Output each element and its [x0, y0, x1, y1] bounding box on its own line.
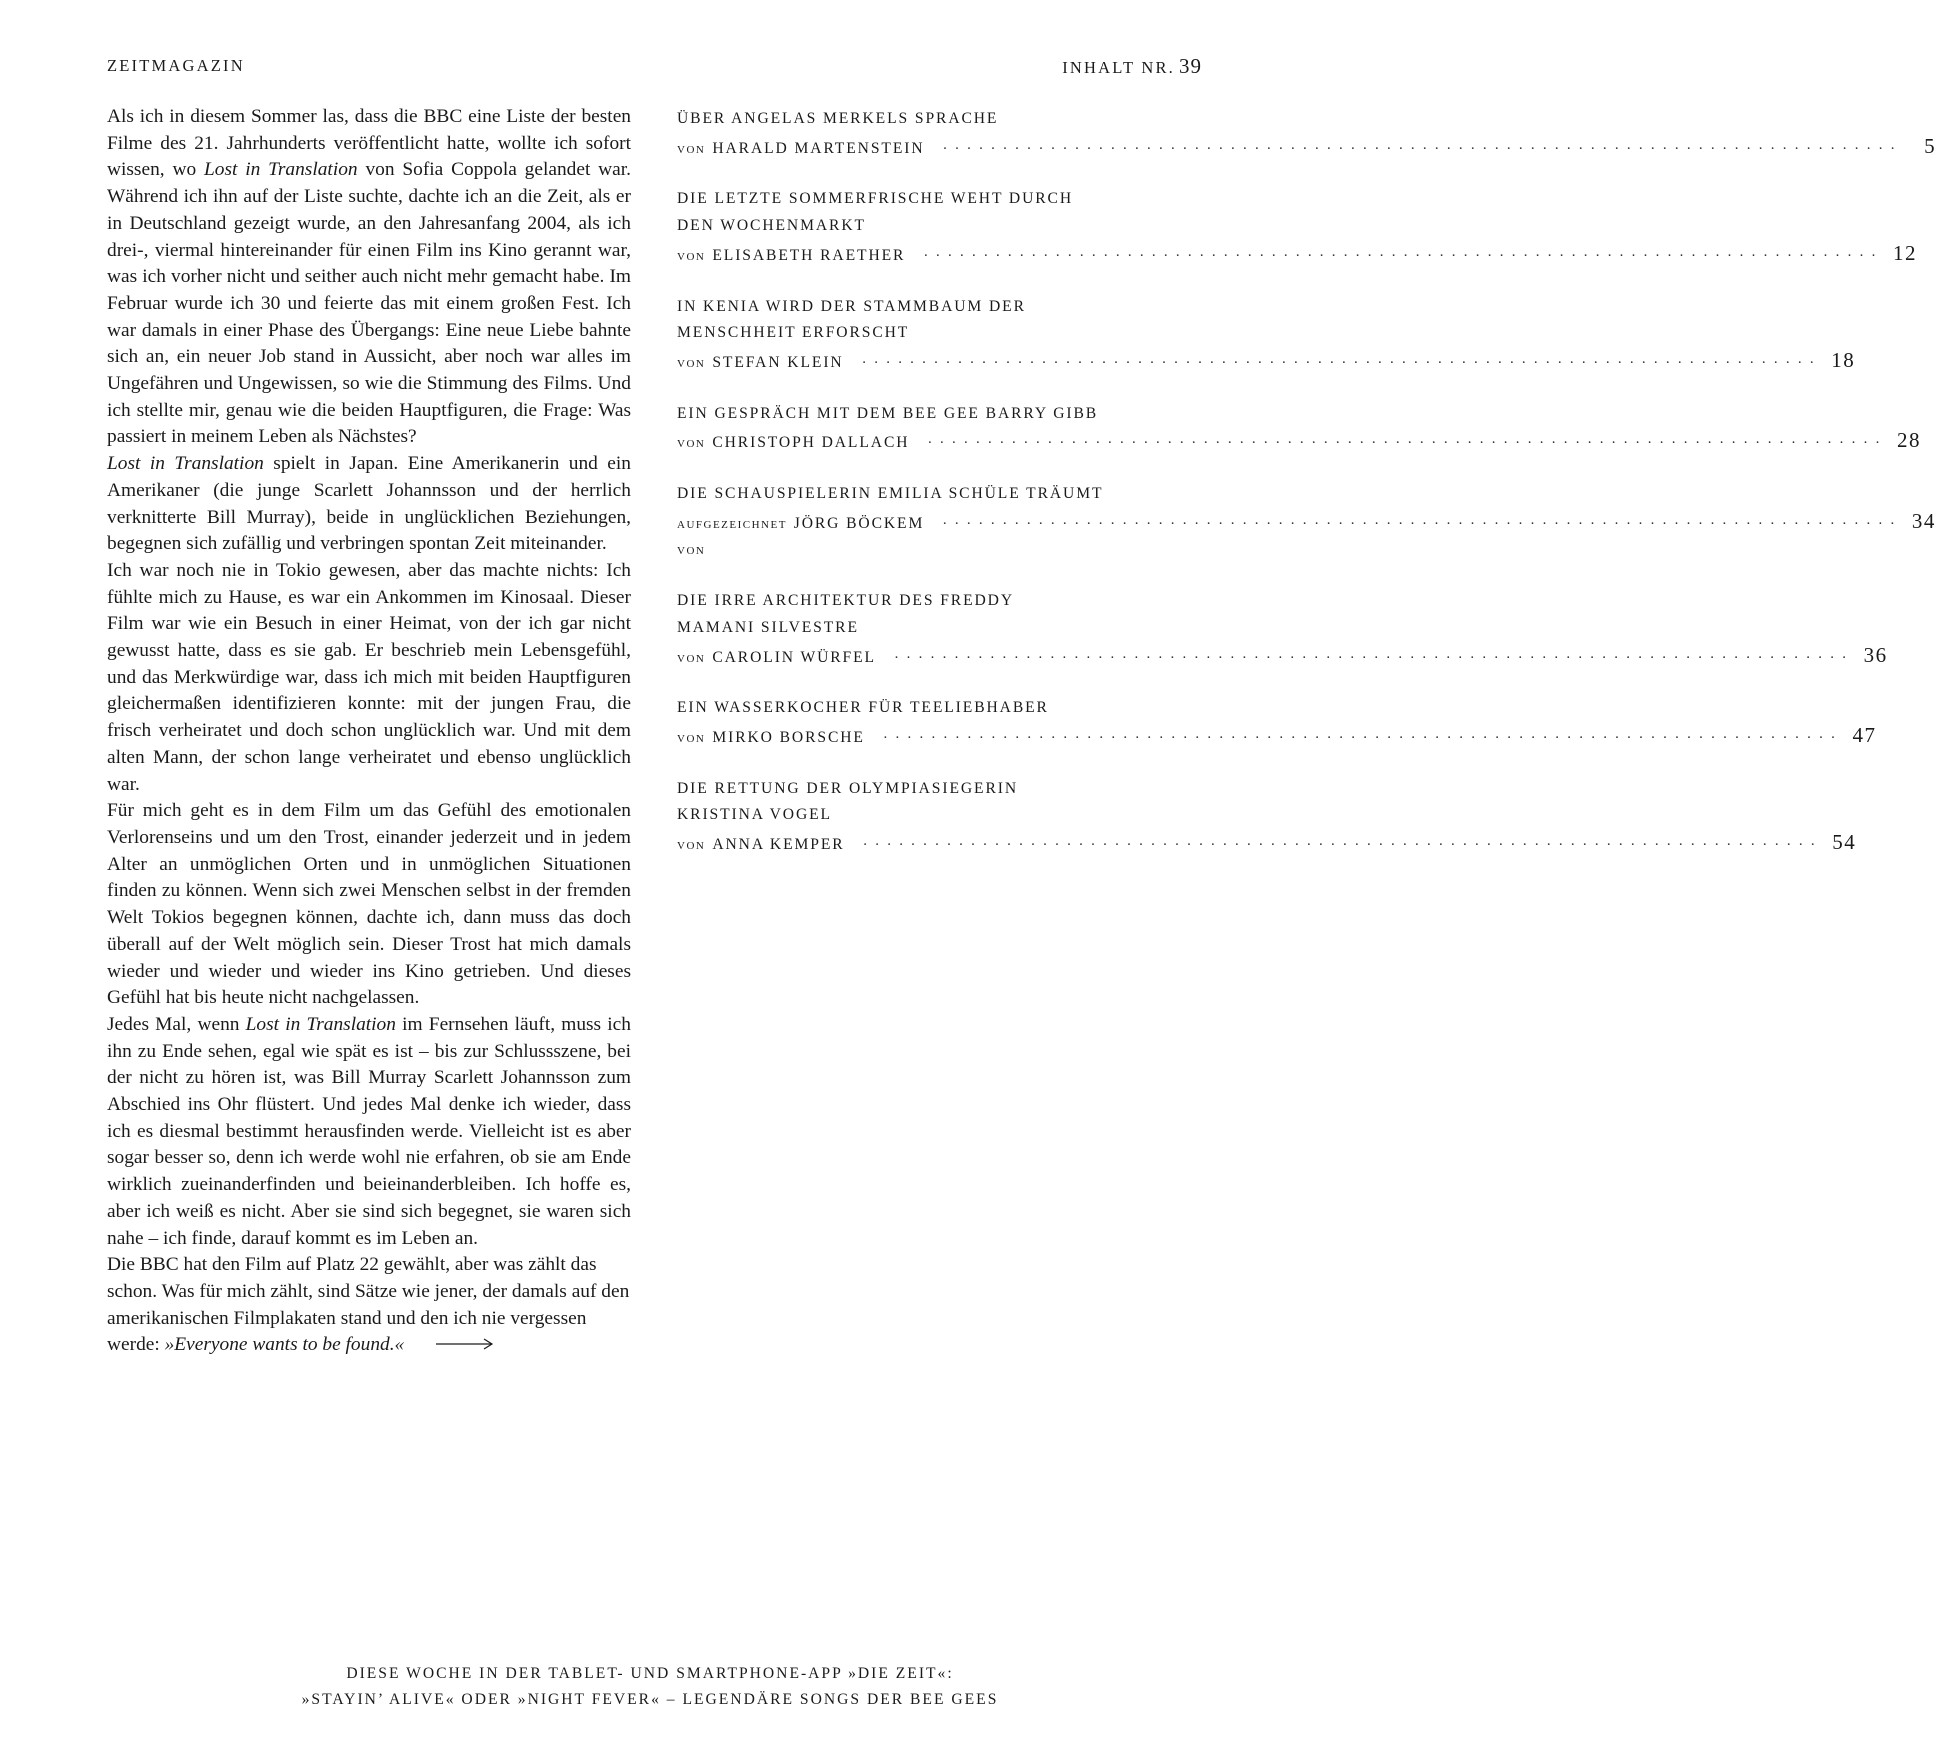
- toc-page-number: 34: [1911, 508, 1936, 533]
- dot-leader: ················································································: [882, 729, 1843, 746]
- toc-byline: [677, 508, 1936, 565]
- toc-title-line: DEN WOCHENMARKT: [677, 217, 866, 235]
- footer-line-1: DIESE WOCHE IN DER TABLET- UND SMARTPHONE-APP »DIE ZEIT«:: [346, 1665, 954, 1682]
- toc-title-line: MAMANI SILVESTRE: [677, 618, 859, 636]
- toc-title-line: IN KENIA WIRD DER STAMMBAUM DER: [677, 297, 1026, 315]
- byline-author: CAROLIN WÜRFEL: [712, 648, 876, 666]
- toc-title-line: EIN GESPRÄCH MIT DEM BEE GEE BARRY GIBB: [677, 404, 1099, 422]
- italic-text: Lost in Translation: [204, 159, 358, 181]
- byline-author: JÖRG BÖCKEM: [793, 514, 925, 532]
- toc-byline: [677, 829, 1857, 860]
- toc-title-line: DIE IRRE ARCHITEKTUR DES FREDDY: [677, 592, 1014, 610]
- toc-page-number: 5: [1924, 133, 1936, 158]
- issue-heading: [1062, 54, 1202, 79]
- app-promo-footer: [0, 1661, 1300, 1713]
- toc-title-line: DIE RETTUNG DER OLYMPIASIEGERIN: [677, 779, 1019, 797]
- byline-prefix: VON: [677, 438, 706, 451]
- toc-entry[interactable]: [677, 776, 1857, 860]
- article-paragraph: [107, 1012, 631, 1252]
- toc-entry[interactable]: [677, 401, 1922, 458]
- toc-page-number: 18: [1831, 347, 1856, 372]
- issue-label: INHALT NR.: [1062, 58, 1175, 77]
- continue-arrow-icon: [436, 1333, 494, 1360]
- article-paragraph: [107, 104, 631, 451]
- article-paragraph: [107, 558, 631, 798]
- toc-page-number: 36: [1863, 642, 1888, 667]
- dot-leader: ················································································: [942, 515, 1902, 532]
- toc-byline: [677, 240, 1917, 271]
- article-paragraph: [107, 798, 631, 1012]
- toc-title-line: DIE LETZTE SOMMERFRISCHE WEHT DURCH: [677, 190, 1073, 208]
- toc-byline: [677, 642, 1888, 673]
- toc-title-line: KRISTINA VOGEL: [677, 806, 832, 824]
- byline-prefix: VON: [677, 143, 706, 156]
- table-of-contents: [677, 106, 1936, 883]
- byline-author: CHRISTOPH DALLACH: [712, 434, 910, 452]
- byline-prefix: VON: [677, 357, 706, 370]
- dot-leader: ················································································: [923, 247, 1883, 264]
- toc-entry[interactable]: [677, 294, 1856, 378]
- paragraph-text: von Sofia Coppola gelandet war. Während ich ihn auf der Liste suchte, dachte ich an die Zeit, als er in Deutschland gezeigt wurde, an den Jahresanfang 2004, als ich drei-, viermal hintereinander für einen Film ins Kino gerannt war, was ich vorher nicht und seither auch nicht mehr gemacht habe. Im Februar wurde ich 30 und feierte das mit einem großen Fest. Ich war damals in einer Phase des Übergangs: Eine neue Liebe bahnte sich an, ein neuer Job stand in Aussicht, aber noch war alles im Ungefähren und Ungewissen, so wie die Stimmung des Films. Und ich stellte mir, genau wie die beiden Hauptfiguren, die Frage: Was passiert in meinem Leben als Nächstes?: [107, 159, 632, 448]
- toc-entry[interactable]: [677, 186, 1917, 270]
- italic-text: »Everyone wants to be found.«: [164, 1334, 405, 1356]
- paragraph-text: Für mich geht es in dem Film um das Gefühl des emotionalen Verlorenseins und um den Trost, einander jederzeit und in jedem Alter an unmöglichen Orten und in unmöglichen Situationen finden zu können. Wenn sich zwei Menschen selbst in der fremden Welt Tokios begegnen können, dachte ich, dann muss das doch überall auf der Welt möglich sein. Dieser Trost hat mich damals wieder und wieder und wieder ins Kino getrieben. Und dieses Gefühl hat bis heute nicht nachgelassen.: [107, 800, 631, 1009]
- byline-prefix: VON: [677, 840, 706, 853]
- toc-page-number: 28: [1897, 428, 1922, 453]
- dot-leader: ················································································: [893, 649, 1854, 666]
- paragraph-text: Die BBC hat den Film auf Platz 22 gewählt, aber was zählt das schon. Was für mich zählt, sind Sätze wie jener, der damals auf den amerikanischen Filmplakaten stand und den ich nie vergessen werde:: [107, 1254, 630, 1356]
- toc-page-number: 12: [1892, 240, 1917, 265]
- toc-title-line: DIE SCHAUSPIELERIN EMILIA SCHÜLE TRÄUMT: [677, 485, 1104, 503]
- footer-line-2: »STAYIN’ ALIVE« ODER »NIGHT FEVER« – LEGENDÄRE SONGS DER BEE GEES: [301, 1691, 999, 1708]
- toc-page-number: 47: [1852, 722, 1877, 747]
- toc-entry[interactable]: [677, 106, 1936, 163]
- byline-prefix: AUFGEZEICHNET VON: [677, 518, 787, 558]
- article-paragraph: [107, 451, 631, 558]
- toc-byline: [677, 347, 1856, 378]
- toc-page-number: 54: [1832, 830, 1857, 855]
- dot-leader: ················································································: [942, 140, 1903, 157]
- paragraph-text: Als ich in diesem Sommer las, dass die BBC eine Liste der besten Filme des 21. Jahrhunderts veröffentlicht hatte, wollte ich sofort wissen, wo: [107, 106, 631, 181]
- toc-entry[interactable]: [677, 695, 1877, 752]
- dot-leader: ················································································: [861, 354, 1822, 371]
- byline-prefix: VON: [677, 250, 706, 263]
- toc-entry[interactable]: [677, 588, 1888, 672]
- byline-author: HARALD MARTENSTEIN: [712, 139, 925, 157]
- byline-author: ANNA KEMPER: [712, 836, 845, 854]
- byline-prefix: VON: [677, 652, 706, 665]
- magazine-name: ZEITMAGAZIN: [107, 56, 245, 75]
- toc-entry[interactable]: [677, 481, 1936, 565]
- editorial-article: [107, 104, 631, 1359]
- paragraph-text: spielt in Japan. Eine Amerikanerin und ein Amerikaner (die junge Scarlett Johannsson und der herrlich verknitterte Bill Murray), beide in unglücklichen Beziehungen, begegnen sich zufällig und verbringen spontan Zeit miteinander.: [107, 453, 631, 555]
- italic-text: Lost in Translation: [245, 1013, 396, 1035]
- toc-byline: [677, 722, 1877, 753]
- toc-title-line: EIN WASSERKOCHER FÜR TEELIEBHABER: [677, 699, 1049, 717]
- byline-author: ELISABETH RAETHER: [712, 246, 906, 264]
- byline-author: STEFAN KLEIN: [712, 353, 844, 371]
- toc-byline: [677, 427, 1922, 458]
- toc-byline: [677, 133, 1936, 164]
- dot-leader: ················································································: [927, 435, 1888, 452]
- byline-author: MIRKO BORSCHE: [712, 728, 865, 746]
- toc-title-line: MENSCHHEIT ERFORSCHT: [677, 324, 910, 342]
- byline-prefix: VON: [677, 732, 706, 745]
- toc-title-line: ÜBER ANGELAS MERKELS SPRACHE: [677, 110, 999, 127]
- paragraph-text: Ich war noch nie in Tokio gewesen, aber das machte nichts: Ich fühlte mich zu Hause, es war ein Ankommen im Kinosaal. Dieser Film war wie ein Besuch in einer Heimat, von der ich gar nicht gewusst hatte, dass es sie gab. Er beschrieb mein Lebensgefühl, und das Merkwürdige war, dass ich mich mit beiden Hauptfiguren gleichermaßen identifizieren konnte: mit der jungen Frau, die frisch verheiratet und doch schon unglücklich war. Und mit dem alten Mann, der schon lange verheiratet und ebenso unglücklich war.: [107, 559, 631, 795]
- dot-leader: ················································································: [862, 837, 1823, 854]
- paragraph-text: im Fernsehen läuft, muss ich ihn zu Ende sehen, egal wie spät es ist – bis zur Schlussszene, bei der nicht zu hören ist, was Bill Murray Scarlett Johannsson zum Abschied ins Ohr flüstert. Und jedes Mal denke ich wieder, dass ich es diesmal bestimmt herausfinden werde. Vielleicht ist es aber sogar besser so, denn ich werde wohl nie erfahren, ob sie am Ende wirklich zueinanderfinden und beieinanderbleiben. Ich hoffe es, aber ich weiß es nicht. Aber sie sind sich begegnet, sie waren sich nahe – ich finde, darauf kommt es im Leben an.: [107, 1013, 631, 1249]
- article-paragraph: [107, 1252, 631, 1359]
- issue-number: 39: [1179, 54, 1202, 78]
- paragraph-text: Jedes Mal, wenn: [107, 1013, 246, 1035]
- italic-text: Lost in Translation: [107, 453, 264, 475]
